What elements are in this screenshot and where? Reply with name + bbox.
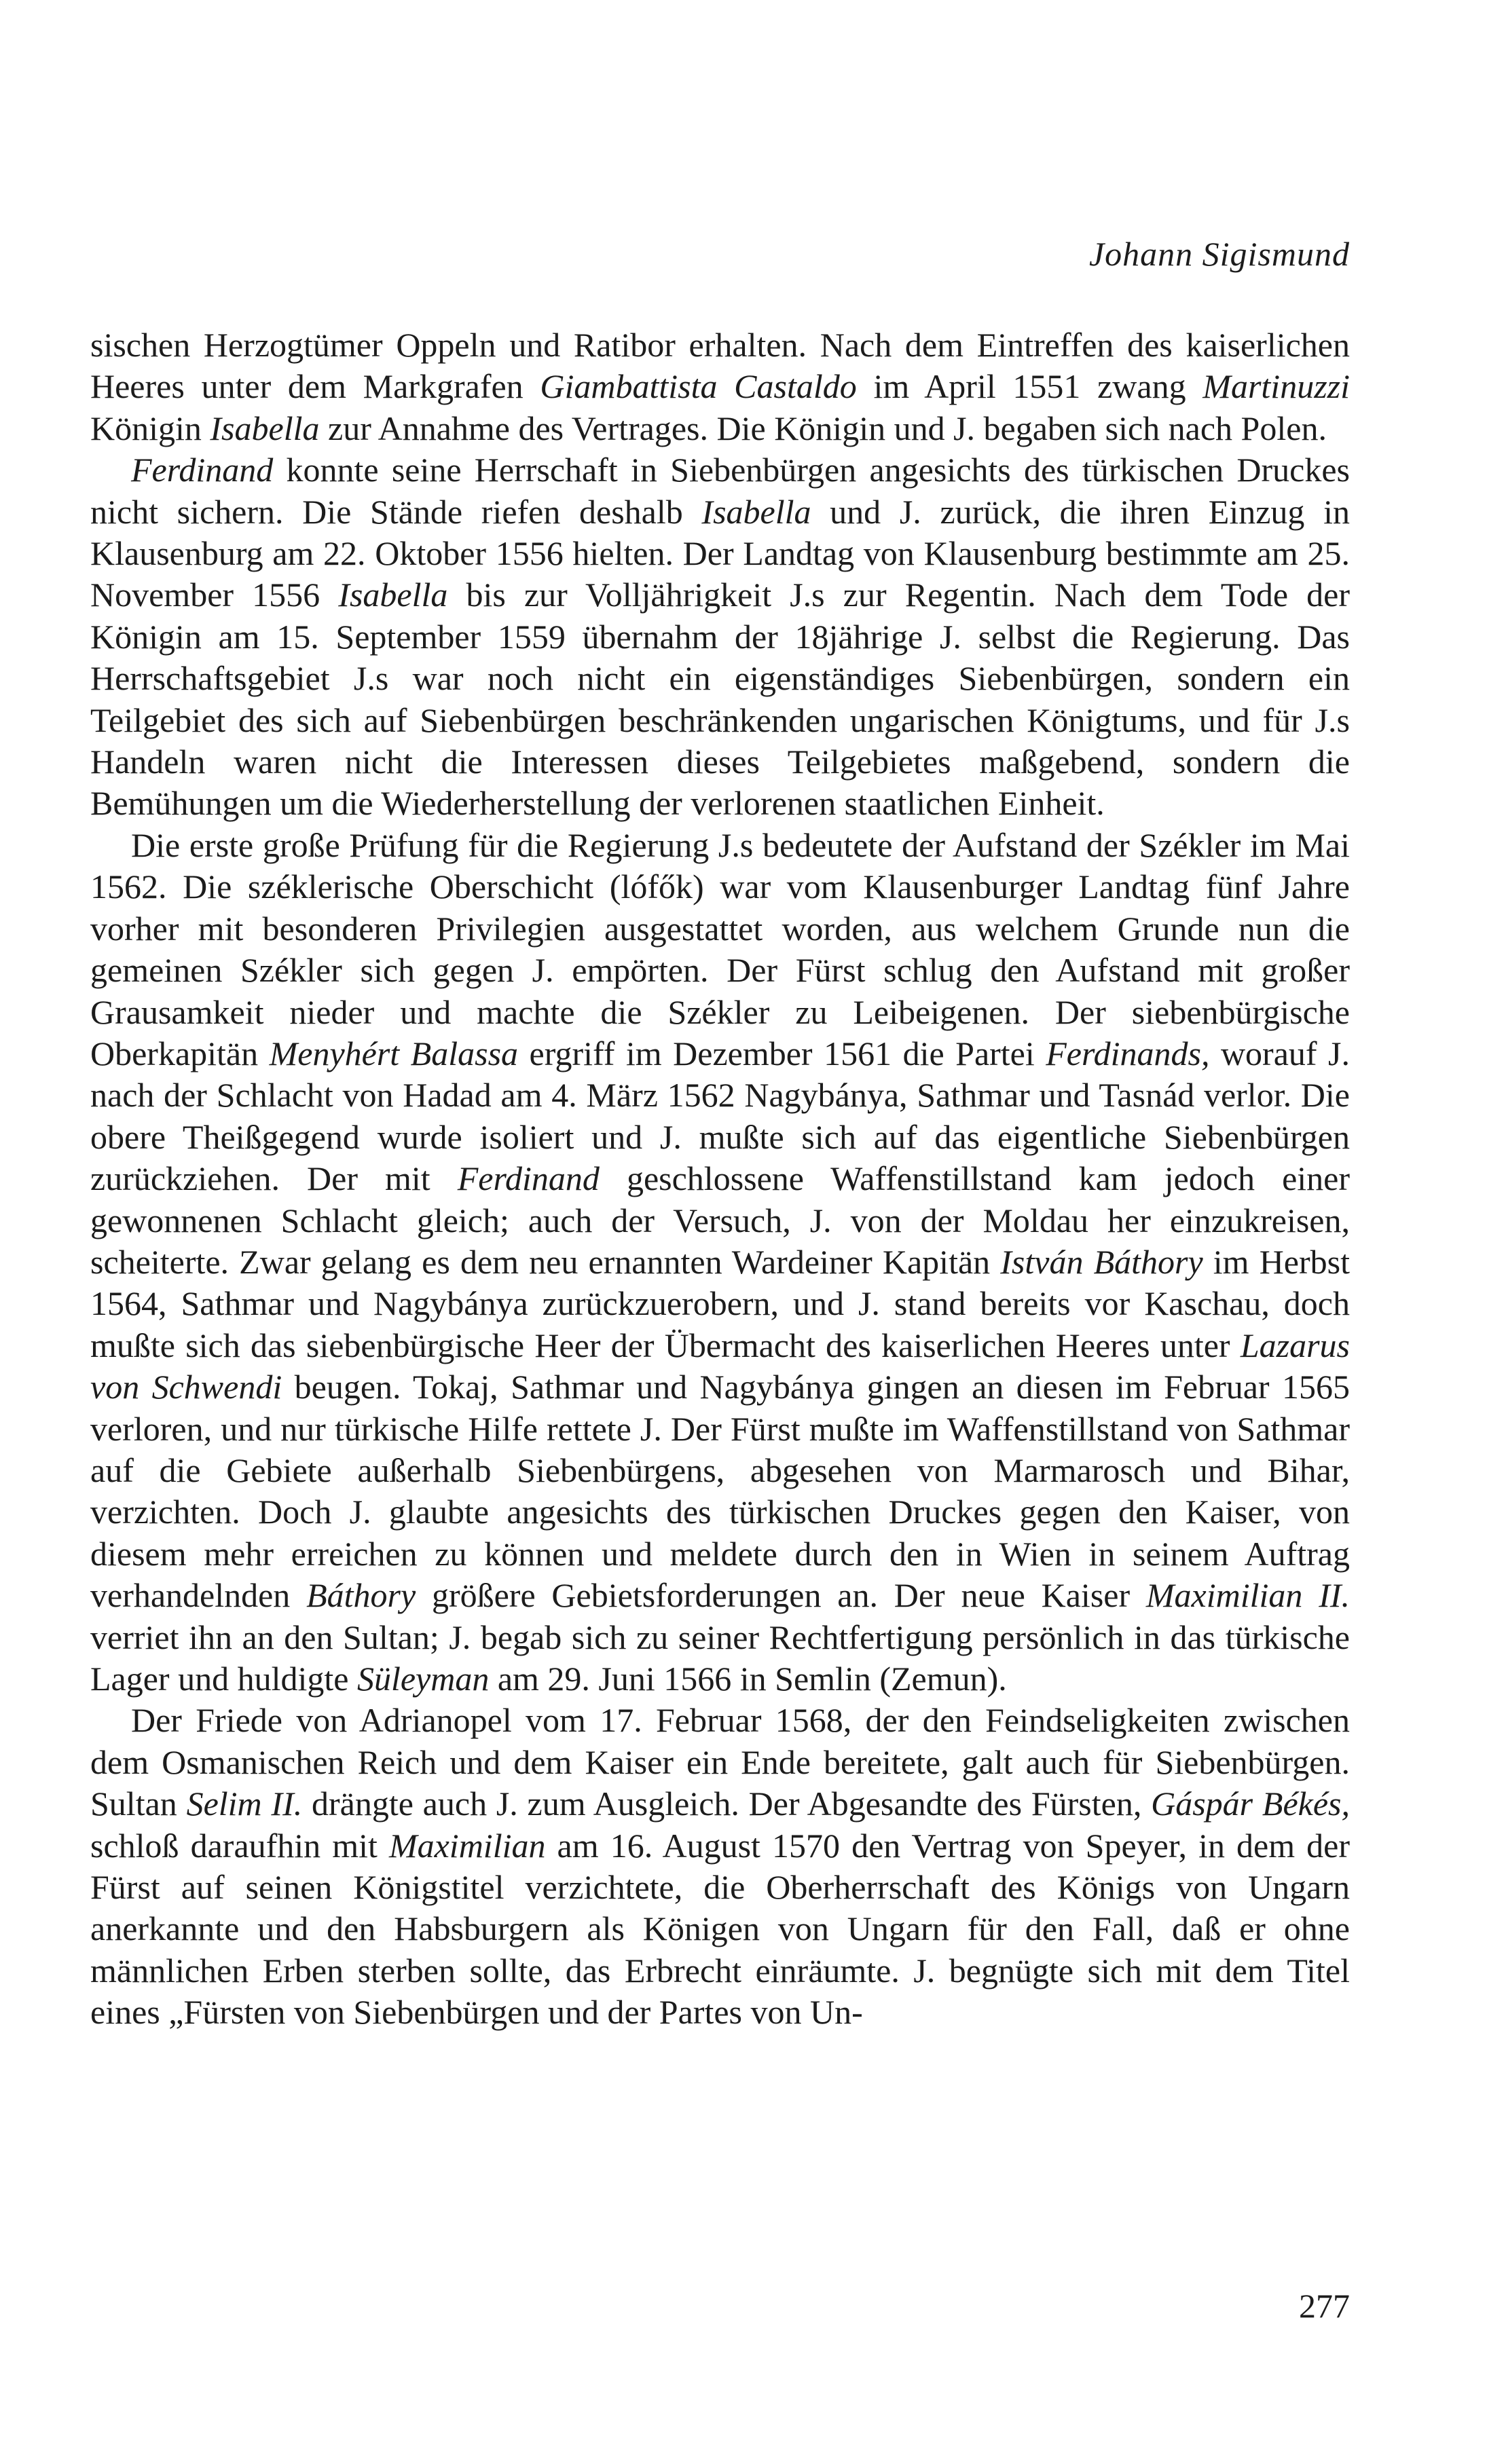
text-run: Die erste große Prüfung für die Regierung J.s bedeutete der Aufstand der Székler im Mai 1562. Die széklerische Oberschicht (lófők) war vom Klausenburger Landtag fünf Jahre vorher mit besonderen Privilegien ausgestattet worden, aus welchem Grunde nun die gemeinen Székler sich gegen J. empörten. Der Fürst schlug den Aufstand mit großer Grausamkeit nieder und machte die Székler zu Leibeigenen. Der siebenbürgische Oberkapitän — [90, 825, 1350, 1072]
italic-name: Ferdinand — [131, 451, 274, 489]
paragraph — [90, 1700, 1350, 2033]
italic-name: Ferdinands, — [1046, 1034, 1210, 1072]
text-run: zur Annahme des Vertrages. Die Königin und J. begaben sich nach Polen. — [319, 409, 1327, 447]
paragraph — [90, 324, 1350, 449]
italic-name: Ferdinand — [457, 1159, 600, 1198]
text-run: beugen. Tokaj, Sathmar und Nagybánya gingen an diesen im Februar 1565 verloren, und nur türkische Hilfe rettete J. Der Fürst mußte im Waffenstillstand von Sathmar auf die Gebiete außerhalb Siebenbürgens, abgesehen von Marmarosch und Bihar, verzichten. Doch J. glaubte angesichts des türkischen Druckes gegen den Kaiser, von diesem mehr erreichen zu können und meldete durch den in Wien in seinem Auftrag verhandelnden — [90, 1368, 1350, 1615]
italic-name: Giambattista Castaldo — [540, 367, 857, 406]
text-run: sischen Herzogtümer Oppeln und Ratibor erhalten. Nach dem Eintreffen des kaiserlichen Heeres unter dem Markgrafen — [90, 326, 1350, 406]
italic-name: Martinuzzi — [1202, 367, 1350, 406]
paragraph — [90, 449, 1350, 825]
text-run: ergriff im Dezember 1561 die Partei — [518, 1034, 1046, 1072]
text-run: worauf J. nach der Schlacht von Hadad am 4. März 1562 Nagybánya, Sathmar und Tasnád verlor. Die obere Theißgegend wurde isoliert und J. mußte sich auf das eigentliche Siebenbürgen zurückziehen. Der mit — [90, 1034, 1350, 1198]
italic-name: Isabella — [210, 409, 320, 447]
text-run: am 29. Juni 1566 in Semlin (Zemun). — [489, 1660, 1007, 1698]
text-run: Königin — [90, 409, 210, 447]
italic-name: Selim II. — [186, 1785, 303, 1823]
italic-name: Lazarus von Schwendi — [90, 1326, 1350, 1406]
italic-name: Menyhért Balassa — [269, 1034, 519, 1072]
running-head: Johann Sigismund — [1088, 235, 1350, 273]
text-run: am 16. August 1570 den Vertrag von Speyer, in dem der Fürst auf seinen Königstitel verzichtete, die Oberherrschaft des Königs von Ungarn anerkannte und den Habsburgern als Königen von Ungarn für den Fall, daß er ohne männlichen Erben sterben sollte, das Erbrecht einräumte. J. begnügte sich mit dem Titel eines „Fürsten von Siebenbürgen und der Partes von Un- — [90, 1826, 1351, 2032]
paragraph — [90, 825, 1350, 1700]
italic-name: István Báthory — [1000, 1242, 1203, 1281]
text-run: bis zur Volljährigkeit J.s zur Regentin. Nach dem Tode der Königin am 15. September 1559 übernahm der 18jährige J. selbst die Regierung. Das Herrschaftsgebiet J.s war noch nicht ein eigenständiges Siebenbürgen, sondern ein Teilgebiet des sich auf Siebenbürgen beschränkenden ungarischen Königtums, und für J.s Handeln waren nicht die Interessen dieses Teilgebietes maßgebend, sondern die Bemühungen um die Wiederherstellung der verlorenen staatlichen Einheit. — [90, 576, 1351, 823]
text-run: Der Friede von Adrianopel vom 17. Februar 1568, der den Feindseligkeiten zwischen dem Osmanischen Reich und dem Kaiser ein Ende bereitete, galt auch für Siebenbürgen. Sultan — [90, 1701, 1350, 1823]
text-run: im Herbst 1564, Sathmar und Nagybánya zurückzuerobern, und J. stand bereits vor Kaschau, doch mußte sich das siebenbürgische Heer der Übermacht des kaiserlichen Heeres unter — [90, 1242, 1350, 1364]
text-run: schloß daraufhin mit — [90, 1826, 389, 1865]
italic-name: Maximilian — [388, 1826, 546, 1865]
italic-name: Isabella — [338, 576, 448, 614]
italic-name: Báthory — [306, 1576, 416, 1615]
italic-name: Gáspár Békés, — [1151, 1785, 1350, 1823]
text-run: geschlossene Waffenstillstand kam jedoch einer gewonnenen Schlacht gleich; auch der Versuch, J. von der Moldau her einzukreisen, scheiterte. Zwar gelang es dem neu ernannten Wardeiner Kapitän — [90, 1159, 1350, 1281]
text-run: größere Gebietsforderungen an. Der neue Kaiser — [416, 1576, 1146, 1615]
page-number: 277 — [1299, 2287, 1350, 2325]
italic-name: Maximilian II. — [1145, 1576, 1351, 1615]
italic-name: Isabella — [701, 492, 811, 531]
text-run: konnte seine Herrschaft in Siebenbürgen angesichts des türkischen Druckes nicht sichern. Die Stände riefen deshalb — [90, 451, 1350, 531]
text-run: und J. zurück, die ihren Einzug in Klausenburg am 22. Oktober 1556 hielten. Der Landtag von Klausenburg bestimmte am 25. November 1556 — [90, 492, 1350, 614]
text-run: im April 1551 zwang — [856, 367, 1203, 406]
italic-name: Süleyman — [356, 1660, 490, 1698]
body-text — [90, 324, 1350, 2034]
text-run: drängte auch J. zum Ausgleich. Der Abgesandte des Fürsten, — [302, 1785, 1152, 1823]
text-run: verriet ihn an den Sultan; J. begab sich zu seiner Rechtfertigung persönlich in das türkische Lager und huldigte — [90, 1618, 1350, 1698]
